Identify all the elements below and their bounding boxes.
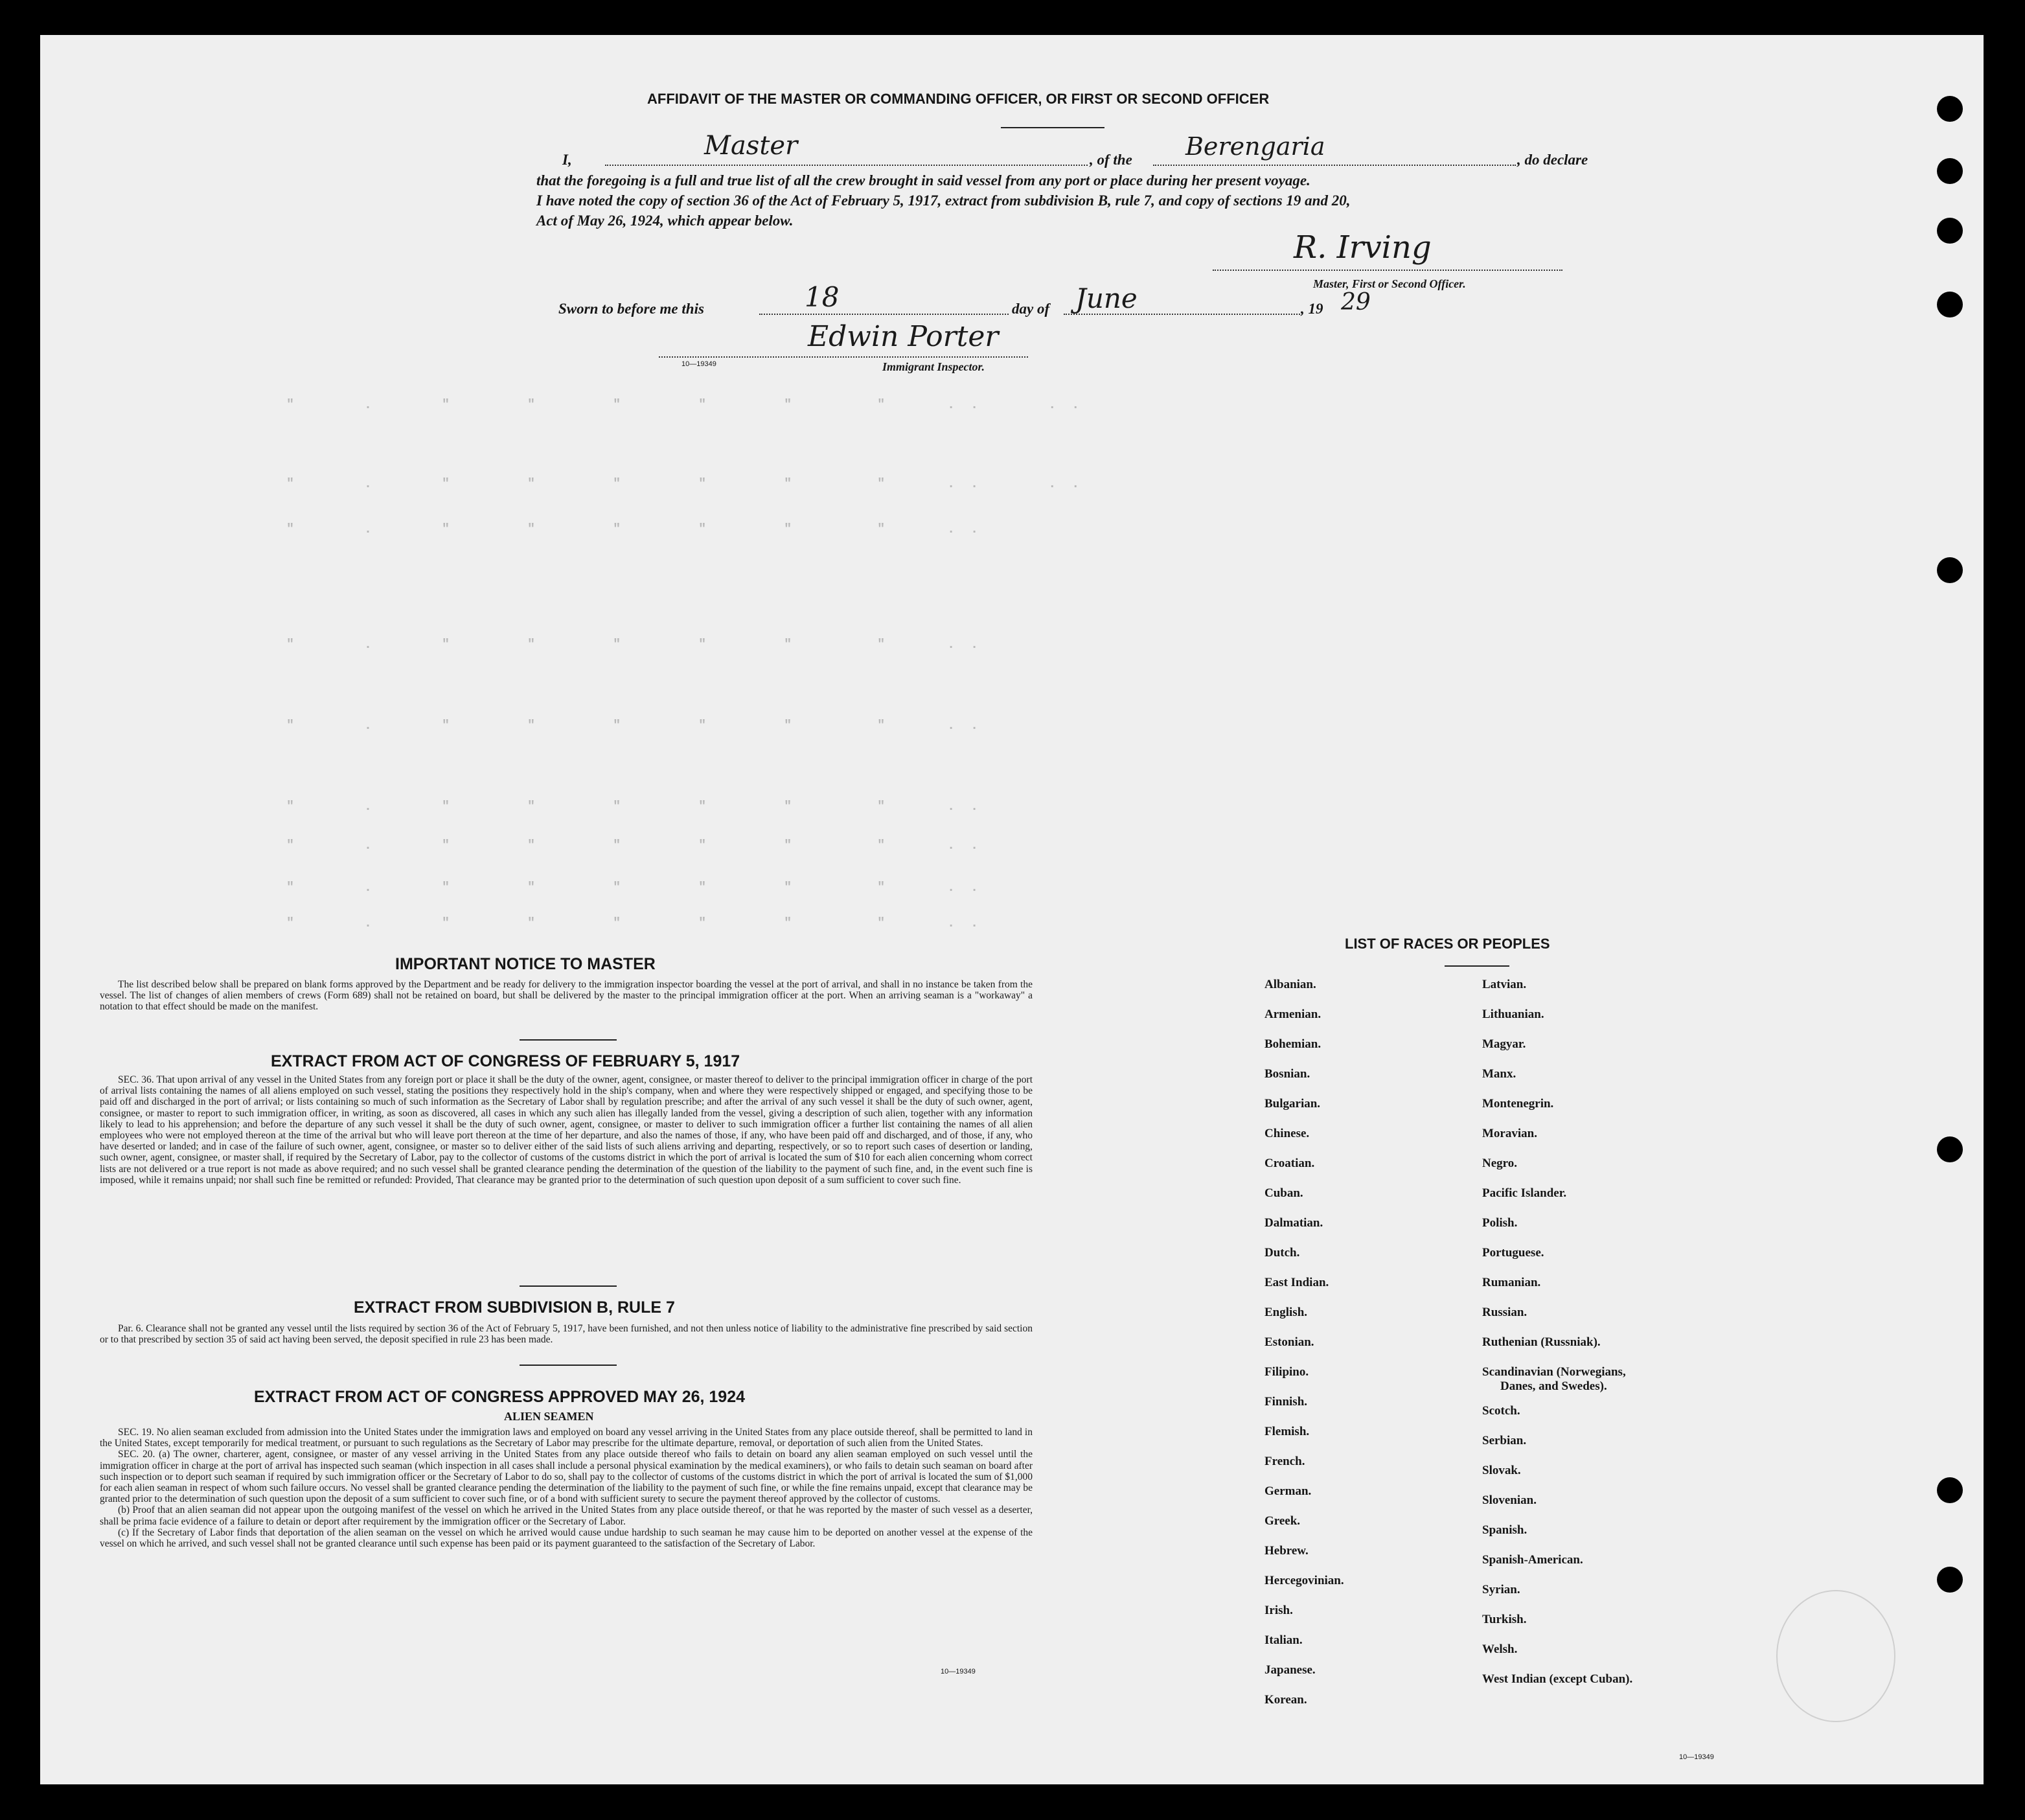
rank-handwritten[interactable]: Master bbox=[704, 131, 798, 161]
do-declare-label: , do declare bbox=[1517, 152, 1588, 168]
race-item-right: Danes, and Swedes). bbox=[1500, 1379, 1607, 1393]
race-item-left: English. bbox=[1264, 1306, 1308, 1319]
race-item-left: Hercegovinian. bbox=[1264, 1574, 1344, 1587]
race-item-left: Armenian. bbox=[1264, 1008, 1321, 1021]
sec-36-paragraph: SEC. 36. That upon arrival of any vessel in the United States from any foreign port or place it shall be the duty of the owner, agent, consignee, or master thereof to deliver to the principal immigration officer in charge of the port of arrival lists containing the names of all aliens employed on such vessel, stating the positions they respectively hold in the ship's company, when and where they were respectively shipped or engaged, and specifying those to be paid off and discharged in the port of arrival; or lists containing so much of such information as the Secretary of Labor shall by regulation prescribe; and after the arrival of any such vessel it shall be the duty of such owner, agent, consignee, or master to report to such immigration officer, in writing, as soon as discovered, all cases in which any such alien has illegally landed from the vessel, giving a description of such alien, together with any information likely to lead to his apprehension; and before the departure of any such vessel it shall be the duty of such owner, agent, consignee, or master to deliver to such immigration officer a further list containing the names of all alien employees who were not employed thereon at the time of the arrival but who will leave port thereon at the time of her departure, and also the names of those, if any, who have been paid off and discharged, and of those, if any, who have deserted or landed; and in case of the failure of such owner, agent, consignee, or master so to deliver either of the said lists of such aliens arriving and departing, respectively, or so to report such cases of desertion or landing, such owner, agent, consignee, or master shall, if required by the Secretary of Labor, pay to the collector of customs of the customs district in which the port of arrival is located the sum of $10 for each alien concerning whom correct lists are not delivered or a true report is not made as above required; and no such vessel shall be granted clearance pending the determination of the question of the liability to the payment of such fine, and, in the event such fine is imposed, while it remains unpaid; nor shall such fine be remitted or refunded: Provided, That clearance may be granted prior to the determination of such question upon deposit of a sum sufficient to cover such fine. bbox=[100, 1074, 1033, 1186]
race-item-right: Lithuanian. bbox=[1482, 1008, 1544, 1021]
sworn-month-handwritten[interactable]: June bbox=[1075, 282, 1138, 314]
race-item-right: Slovenian. bbox=[1482, 1493, 1537, 1507]
race-item-left: Hebrew. bbox=[1264, 1544, 1309, 1558]
master-signature-handwritten[interactable]: R. Irving bbox=[1294, 229, 1432, 266]
race-item-left: Bulgarian. bbox=[1264, 1097, 1321, 1111]
race-item-left: East Indian. bbox=[1264, 1276, 1329, 1289]
extract-1917-title: EXTRACT FROM ACT OF CONGRESS OF FEBRUARY 5, 1917 bbox=[271, 1052, 740, 1070]
race-item-right: Pacific Islander. bbox=[1482, 1186, 1567, 1200]
form-number: 10—19349 bbox=[941, 1668, 976, 1676]
rank-field-line bbox=[605, 165, 1088, 166]
notice-title: IMPORTANT NOTICE TO MASTER bbox=[395, 955, 656, 973]
signature-caption: Master, First or Second Officer. bbox=[1313, 277, 1466, 290]
notice-paragraph: The list described below shall be prepared on blank forms approved by the Department and be ready for delivery to the immigration inspector boarding the vessel at the port of arrival, and shall in no instance be taken from the vessel. The list of changes of alien members of crews (Form 689) shall not be retained on board, but shall be delivered by the master to the principal immigration officer at the port. When an arriving seaman is a "workaway" a notation to that effect should be made on the manifest. bbox=[100, 979, 1033, 1013]
punch-hole bbox=[1937, 158, 1963, 184]
race-item-left: Japanese. bbox=[1264, 1663, 1316, 1677]
race-item-left: Chinese. bbox=[1264, 1127, 1310, 1140]
race-item-left: Croatian. bbox=[1264, 1157, 1315, 1170]
divider bbox=[1001, 127, 1104, 128]
sec-20a-paragraph: SEC. 20. (a) The owner, charterer, agent, consignee, or master of any vessel arriving in the United States from any place outside thereof who fails to detain on board any alien seaman employed on such vessel until the immigration officer in charge at the port of arrival has inspected such seaman (which inspection in all cases shall include a personal physical examination by the medical examiners), or who fails to detain such seaman on board after such inspection or to deport such seaman if required by such immigration officer or the Secretary of Labor to do so, shall pay to the collector of customs of the customs district in which the port of arrival is located the sum of $1,000 for each alien seaman in respect of whom such failure occurs. No vessel shall be granted clearance pending the determination of the liability to the payment of such fine, or while the fine remains unpaid, except that clearance may be granted prior to the determination of such question upon the deposit of a sum sufficient to cover such fine, or of a bond with sufficient surety to secure the payment thereof approved by the collector of customs. bbox=[100, 1449, 1033, 1505]
race-item-left: Dalmatian. bbox=[1264, 1216, 1323, 1230]
sec-19-paragraph: SEC. 19. No alien seaman excluded from admission into the United States under the immigration laws and employed on board any vessel arriving in the United States from any place outside thereof, shall be permitted to land in the United States, except temporarily for medical treatment, or pursuant to such regulations as the Secretary of Labor may prescribe for the ultimate departure, removal, or deportation of such alien from the United States. bbox=[100, 1427, 1033, 1449]
race-item-right: Scandinavian (Norwegians, bbox=[1482, 1365, 1626, 1379]
race-item-right: Negro. bbox=[1482, 1157, 1517, 1170]
affidavit-line-3: I have noted the copy of section 36 of the Act of February 5, 1917, extract from subdivision B, rule 7, and copy of sections 19 and 20, bbox=[536, 192, 1351, 209]
form-number: 10—19349 bbox=[681, 360, 716, 368]
faint-seal-stamp bbox=[1776, 1590, 1895, 1722]
sworn-day-line bbox=[759, 314, 1009, 315]
race-item-left: Cuban. bbox=[1264, 1186, 1303, 1200]
par-6-paragraph: Par. 6. Clearance shall not be granted any vessel until the lists required by section 36 of the Act of February 5, 1917, have been furnished, and not then unless notice of liability to the administrative fine prescribed by said section or to that prescribed by section 35 of said act having been served, the deposit specified in rule 23 has been made. bbox=[100, 1323, 1033, 1346]
race-item-left: Greek. bbox=[1264, 1514, 1301, 1528]
race-item-right: Slovak. bbox=[1482, 1464, 1521, 1477]
race-item-left: Irish. bbox=[1264, 1604, 1293, 1617]
race-item-right: Magyar. bbox=[1482, 1037, 1526, 1051]
race-item-right: Moravian. bbox=[1482, 1127, 1537, 1140]
race-item-left: Bohemian. bbox=[1264, 1037, 1321, 1051]
year-handwritten[interactable]: 29 bbox=[1341, 289, 1371, 316]
sworn-label: Sworn to before me this bbox=[558, 301, 704, 317]
affidavit-lead: I, bbox=[562, 152, 572, 168]
form-number: 10—19349 bbox=[1679, 1753, 1714, 1761]
of-the-label: , of the bbox=[1090, 152, 1132, 168]
sec-20b-paragraph: (b) Proof that an alien seaman did not appear upon the outgoing manifest of the vessel on which he arrived in the United States from any place outside thereof, or that he was reported by the master of such vessel as a deserter, shall be prima facie evidence of a failure to detain or deport after requirement by the immigration officer or the Secretary of Labor. bbox=[100, 1504, 1033, 1527]
race-item-right: Rumanian. bbox=[1482, 1276, 1541, 1289]
vessel-field-line bbox=[1153, 165, 1516, 166]
signature-line bbox=[1213, 270, 1562, 271]
race-item-left: Italian. bbox=[1264, 1633, 1303, 1647]
extract-1924-text bbox=[100, 1427, 1033, 1549]
sec-20c-paragraph: (c) If the Secretary of Labor finds that deportation of the alien seaman on the vessel on which he arrived would cause undue hardship to such seaman he may cause him to be deported on another vessel at the expense of the vessel on which he arrived, and such vessel shall not be granted clearance until such expense has been paid or its payment guaranteed to the satisfaction of the Secretary of Labor. bbox=[100, 1526, 1033, 1550]
affidavit-title: AFFIDAVIT OF THE MASTER OR COMMANDING OFFICER, OR FIRST OR SECOND OFFICER bbox=[647, 91, 1270, 107]
race-item-right: Spanish-American. bbox=[1482, 1553, 1583, 1567]
bleed-through-background: " . " " " " " " . . . . " . " " " " " " . . . . " . " " " " " " . . " . " " " " " " . . " . " " " " " " . . " . " " " " " " . . " . " " " " " " . . " . " " " " " " . . " . " " " " " " . . bbox=[286, 398, 1080, 931]
race-item-left: Korean. bbox=[1264, 1693, 1307, 1707]
race-item-left: French. bbox=[1264, 1455, 1305, 1468]
race-item-left: Estonian. bbox=[1264, 1335, 1314, 1349]
race-item-right: Syrian. bbox=[1482, 1583, 1520, 1596]
notice-text bbox=[100, 979, 1033, 1013]
extract-1924-title: EXTRACT FROM ACT OF CONGRESS APPROVED MAY 26, 1924 bbox=[254, 1388, 746, 1406]
race-item-right: Serbian. bbox=[1482, 1434, 1527, 1447]
race-item-right: Latvian. bbox=[1482, 978, 1527, 991]
race-item-left: Finnish. bbox=[1264, 1395, 1308, 1409]
race-item-left: Filipino. bbox=[1264, 1365, 1309, 1379]
inspector-caption: Immigrant Inspector. bbox=[882, 360, 985, 373]
races-title: LIST OF RACES OR PEOPLES bbox=[1345, 936, 1550, 952]
race-item-left: Albanian. bbox=[1264, 978, 1316, 991]
race-item-right: Spanish. bbox=[1482, 1523, 1527, 1537]
punch-hole bbox=[1937, 1567, 1963, 1593]
race-item-right: Welsh. bbox=[1482, 1642, 1518, 1656]
divider bbox=[520, 1039, 617, 1041]
race-item-right: Turkish. bbox=[1482, 1613, 1527, 1626]
divider bbox=[520, 1365, 617, 1366]
punch-hole bbox=[1937, 1477, 1963, 1503]
divider bbox=[1445, 965, 1509, 967]
race-item-right: Russian. bbox=[1482, 1306, 1527, 1319]
race-item-right: Ruthenian (Russniak). bbox=[1482, 1335, 1601, 1349]
inspector-signature-handwritten[interactable]: Edwin Porter bbox=[808, 320, 999, 353]
race-item-right: West Indian (except Cuban). bbox=[1482, 1672, 1633, 1686]
divider bbox=[520, 1285, 617, 1287]
race-item-left: Flemish. bbox=[1264, 1425, 1310, 1438]
punch-hole bbox=[1937, 218, 1963, 244]
extract-rule7-title: EXTRACT FROM SUBDIVISION B, RULE 7 bbox=[354, 1298, 675, 1317]
alien-seamen-subtitle: ALIEN SEAMEN bbox=[504, 1410, 594, 1423]
extract-1917-text bbox=[100, 1074, 1033, 1186]
race-item-right: Scotch. bbox=[1482, 1404, 1520, 1418]
race-item-left: Bosnian. bbox=[1264, 1067, 1310, 1081]
vessel-name-handwritten[interactable]: Berengaria bbox=[1185, 132, 1325, 161]
race-item-left: German. bbox=[1264, 1484, 1312, 1498]
race-item-right: Portuguese. bbox=[1482, 1246, 1544, 1260]
sworn-day-handwritten[interactable]: 18 bbox=[805, 281, 840, 313]
race-item-left: Dutch. bbox=[1264, 1246, 1300, 1260]
inspector-signature-line bbox=[659, 356, 1028, 358]
year-prefix: , 19 bbox=[1301, 301, 1323, 317]
punch-hole bbox=[1937, 292, 1963, 317]
race-item-right: Polish. bbox=[1482, 1216, 1518, 1230]
race-item-right: Manx. bbox=[1482, 1067, 1516, 1081]
race-item-right: Montenegrin. bbox=[1482, 1097, 1554, 1111]
document-page bbox=[40, 35, 1984, 1784]
punch-hole bbox=[1937, 1136, 1963, 1162]
affidavit-line-4: Act of May 26, 1924, which appear below. bbox=[536, 213, 794, 229]
extract-rule7-text bbox=[100, 1323, 1033, 1345]
affidavit-line-2: that the foregoing is a full and true list of all the crew brought in said vessel from any port or place during her present voyage. bbox=[536, 172, 1310, 189]
punch-hole bbox=[1937, 96, 1963, 122]
day-of-label: day of bbox=[1012, 301, 1050, 317]
punch-hole bbox=[1937, 557, 1963, 583]
